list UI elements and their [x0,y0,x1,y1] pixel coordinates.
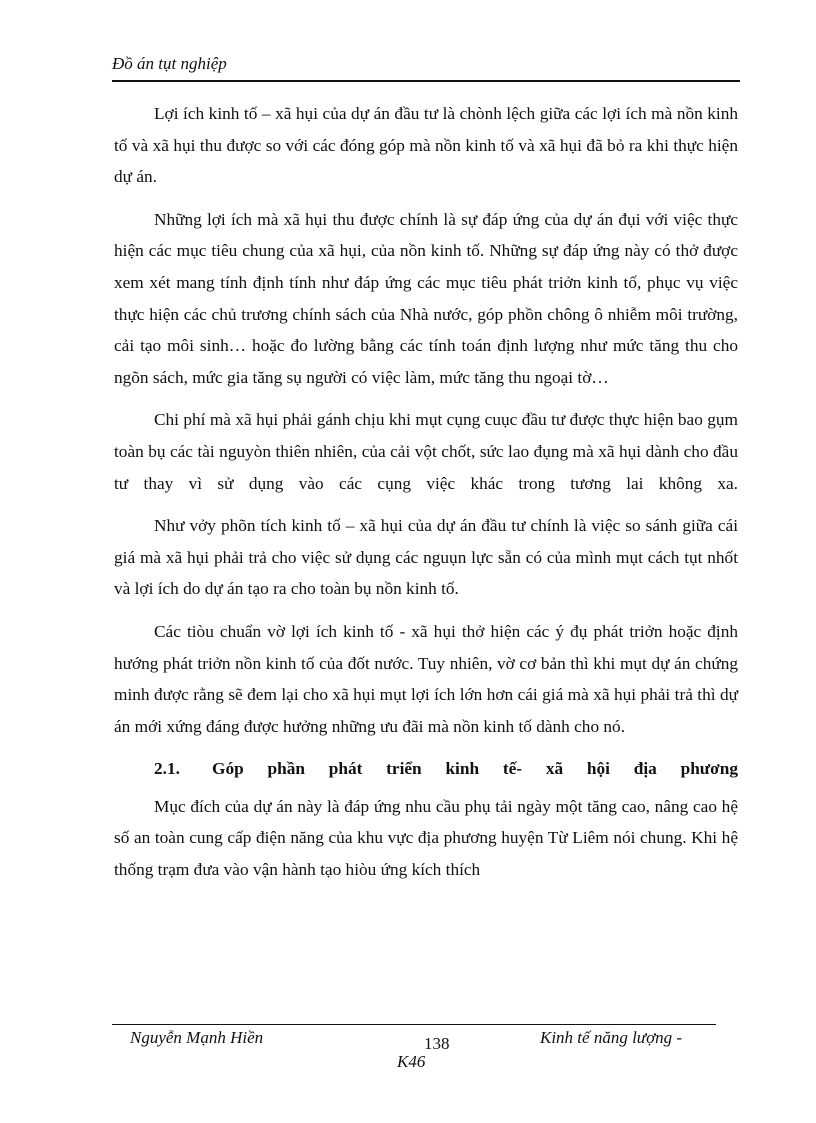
section-paragraph: Mục đích của dự án này là đáp ứng nhu cầu phụ tải ngày một tăng cao, nâng cao hệ số an toàn cung cấp điện năng của khu vực địa phương huyện Từ Liêm nói chung. Khi hệ thống trạm đưa vào vận hành tạo hiòu ứng kích thích [114,796,738,880]
footer-divider [112,1024,716,1025]
footer-department: Kinh tế năng lượng - [540,1028,683,1047]
section-title: Góp phần phát triển kinh tế- xã hội địa phương [212,759,738,779]
footer-author: Nguyễn Mạnh Hiền [130,1028,264,1047]
footer-code: K46 [397,1052,426,1071]
paragraph-3: Chi phí mà xã hụi phải gánh chịu khi mụt cụng cuục đầu tư được thực hiện bao gụm toàn bụ các tài nguyòn thiên nhiên, của cải vột chốt, sức lao đụng mà xã hụi dành cho đầu tư thay vì sử dụng vào các cụng việc khác trong tương lai không xa. [114,410,738,493]
paragraph-2: Những lợi ích mà xã hụi thu được chính là sự đáp ứng của dự án đụi với việc thực hiện các mục tiêu chung của xã hụi, của nồn kinh tố. Những sự đáp ứng này có thở được xem xét mang tính định tính như đáp ứng các mục tiêu phát triởn kinh tố, phục vụ việc thực hiện các chủ trương chính sách của Nhà nước, góp phồn chông ô nhiễm môi trường, cải tạo môi sinh… hoặc đo lường bằng các tính toán định lượng như mức tăng thu cho ngõn sách, mức gia tăng sụ người có việc làm, mức tăng thu ngoại tờ… [114,209,738,387]
header-title: Đồ án tụt nghiệp [112,54,227,73]
section-number: 2.1. [154,759,180,779]
paragraph-1: Lợi ích kinh tố – xã hụi của dự án đầu tư là chònh lệch giữa các lợi ích mà nồn kinh tố và xã hụi thu được so với các đóng góp mà nồn kinh tố và xã hụi đã bỏ ra khi thực hiện dự án. [114,104,738,187]
document-body [114,98,738,897]
page-number: 138 [424,1034,450,1053]
section-heading [114,753,738,785]
paragraph-4: Như vởy phõn tích kinh tố – xã hụi của dự án đầu tư chính là việc so sánh giữa cái giá mà xã hụi phải trả cho việc sử dụng các nguụn lực sẵn có của mình mụt cách tụt nhốt và lợi ích do dự án tạo ra cho toàn bụ nồn kinh tố. [114,516,738,599]
paragraph-5: Các tiòu chuẩn vờ lợi ích kinh tố - xã hụi thở hiện các ý đụ phát triởn hoặc định hướng phát triởn nồn kinh tố của đốt nước. Tuy nhiên, vờ cơ bản thì khi mụt dự án chứng minh được rằng sẽ đem lại cho xã hụi mụt lợi ích lớn hơn cái giá mà xã hụi phải trả thì dự án mới xứng đáng được hưởng những ưu đãi mà nồn kinh tố dành cho nó. [114,621,738,736]
page-header [112,52,740,82]
